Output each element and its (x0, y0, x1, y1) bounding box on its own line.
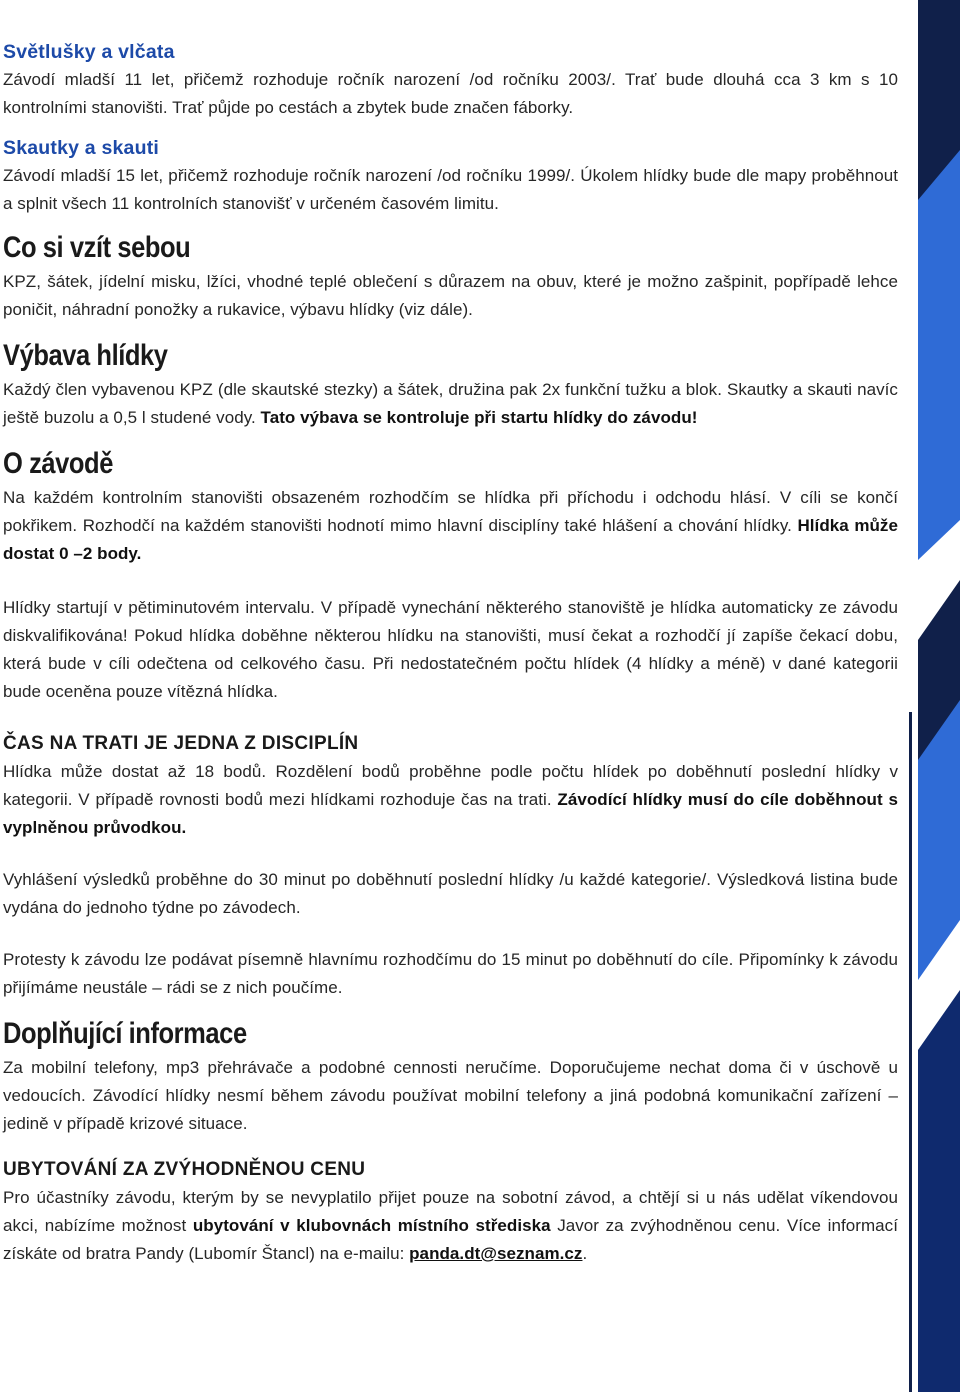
text-co-si-vzit: KPZ, šátek, jídelní misku, lžíci, vhodné teplé oblečení s důrazem na obuv, které je možno zašpinit, popřípadě lehce poničit, náhradní ponožky a rukavice, výbavu hlídky (viz dále). (3, 272, 898, 319)
heading-vybava: Výbava hlídky (3, 339, 168, 372)
text-cas-1-main: Hlídka může dostat až 18 bodů. Rozdělení bodů proběhne podle počtu hlídek po doběhnutí poslední hlídky v kategorii. V případě rovnosti bodů mezi hlídkami rozhoduje čas na trati. (3, 762, 898, 809)
text-cas-1 (3, 758, 898, 842)
text-cas-1-bold: Závodící hlídky musí do cíle doběhnout s vyplněnou průvodkou. (3, 790, 898, 837)
text-ubytovani-2: Javor za zvýhodněnou cenu. Více informací získáte od bratra Pandy (Lubomír Štancl) na e-mailu: (3, 1216, 898, 1263)
text-vybava (3, 376, 898, 432)
heading-doplnujici: Doplňující informace (3, 1017, 247, 1050)
text-ubytovani-1: Pro účastníky závodu, kterým by se nevyplatilo přijet pouze na sobotní závod, a chtějí si u nás udělat víkendovou akci, nabízíme možnost (3, 1188, 898, 1235)
side-rule (909, 712, 912, 1392)
section-title-skautky: Skautky a skauti (3, 137, 160, 159)
decorative-side-stripes (918, 0, 960, 1392)
text-o-zavode-2: Hlídky startují v pětiminutovém intervalu. V případě vynechání některého stanoviště je hlídka automaticky ze závodu diskvalifikována! Pokud hlídka doběhne některou hlídku na stanovišti, musí čekat a rozhodčí jí zapíše čekací dobu, která bude v cíli odečtena od celkového času. Při nedostatečném počtu hlídek (4 hlídky a méně) v dané kategorii bude oceněna pouze vítězná hlídka. (3, 598, 898, 701)
section-title-svetlusky: Světlušky a vlčata (3, 41, 175, 63)
text-ubytovani-bold: ubytování v klubovnách místního střediska (192, 1216, 551, 1235)
text-vybava-bold: Tato výbava se kontroluje při startu hlídky do závodu! (260, 408, 698, 427)
text-o-zavode-1-bold: Hlídka může dostat 0 –2 body. (3, 516, 898, 563)
text-ubytovani-3: . (582, 1244, 588, 1263)
email-link[interactable]: panda.dt@seznam.cz (409, 1244, 583, 1263)
heading-o-zavode: O závodě (3, 447, 113, 480)
text-ubytovani (3, 1184, 898, 1268)
text-vybava-main: Každý člen vybavenou KPZ (dle skautské stezky) a šátek, družina pak 2x funkční tužku a blok. Skautky a skauti navíc ještě buzolu a 0,5 l studené vody. (3, 380, 898, 427)
text-o-zavode-1 (3, 484, 898, 568)
text-o-zavode-1-main: Na každém kontrolním stanovišti obsazeném rozhodčím se hlídka při příchodu i odchodu hlásí. V cíli se končí pokřikem. Rozhodčí na každém stanovišti hodnotí mimo hlavní disciplíny také hlášení a chování hlídky. (3, 488, 898, 535)
heading-ubytovani: UBYTOVÁNÍ ZA ZVÝHODNĚNOU CENU (3, 1159, 366, 1180)
document-body (3, 38, 898, 1268)
text-cas-2: Vyhlášení výsledků proběhne do 30 minut po doběhnutí poslední hlídky /u každé kategorie/. Výsledková listina bude vydána do jednoho týdne po závodech. (3, 870, 898, 917)
text-doplnujici: Za mobilní telefony, mp3 přehrávače a podobné cennosti neručíme. Doporučujeme nechat doma či v úschově u vedoucích. Závodící hlídky nesmí během závodu používat mobilní telefony a jiná podobná komunikační zařízení – jedině v případě krizové situace. (3, 1058, 898, 1133)
section-text-skautky: Závodí mladší 15 let, přičemž rozhoduje ročník narození /od ročníku 1999/. Úkolem hlídky bude dle mapy proběhnout a splnit všech 11 kontrolních stanovišť v určeném časovém limitu. (3, 166, 898, 213)
section-text-svetlusky: Závodí mladší 11 let, přičemž rozhoduje ročník narození /od ročníku 2003/. Trať bude dlouhá cca 3 km s 10 kontrolními stanovišti. Trať půjde po cestách a zbytek bude značen fáborky. (3, 70, 898, 117)
heading-co-si-vzit: Co si vzít sebou (3, 231, 191, 264)
text-cas-3: Protesty k závodu lze podávat písemně hlavnímu rozhodčímu do 15 minut po doběhnutí do cíle. Připomínky k závodu přijímáme neustále – rádi se z nich poučíme. (3, 950, 898, 997)
heading-cas-na-trati: ČAS NA TRATI JE JEDNA Z DISCIPLÍN (3, 733, 359, 754)
